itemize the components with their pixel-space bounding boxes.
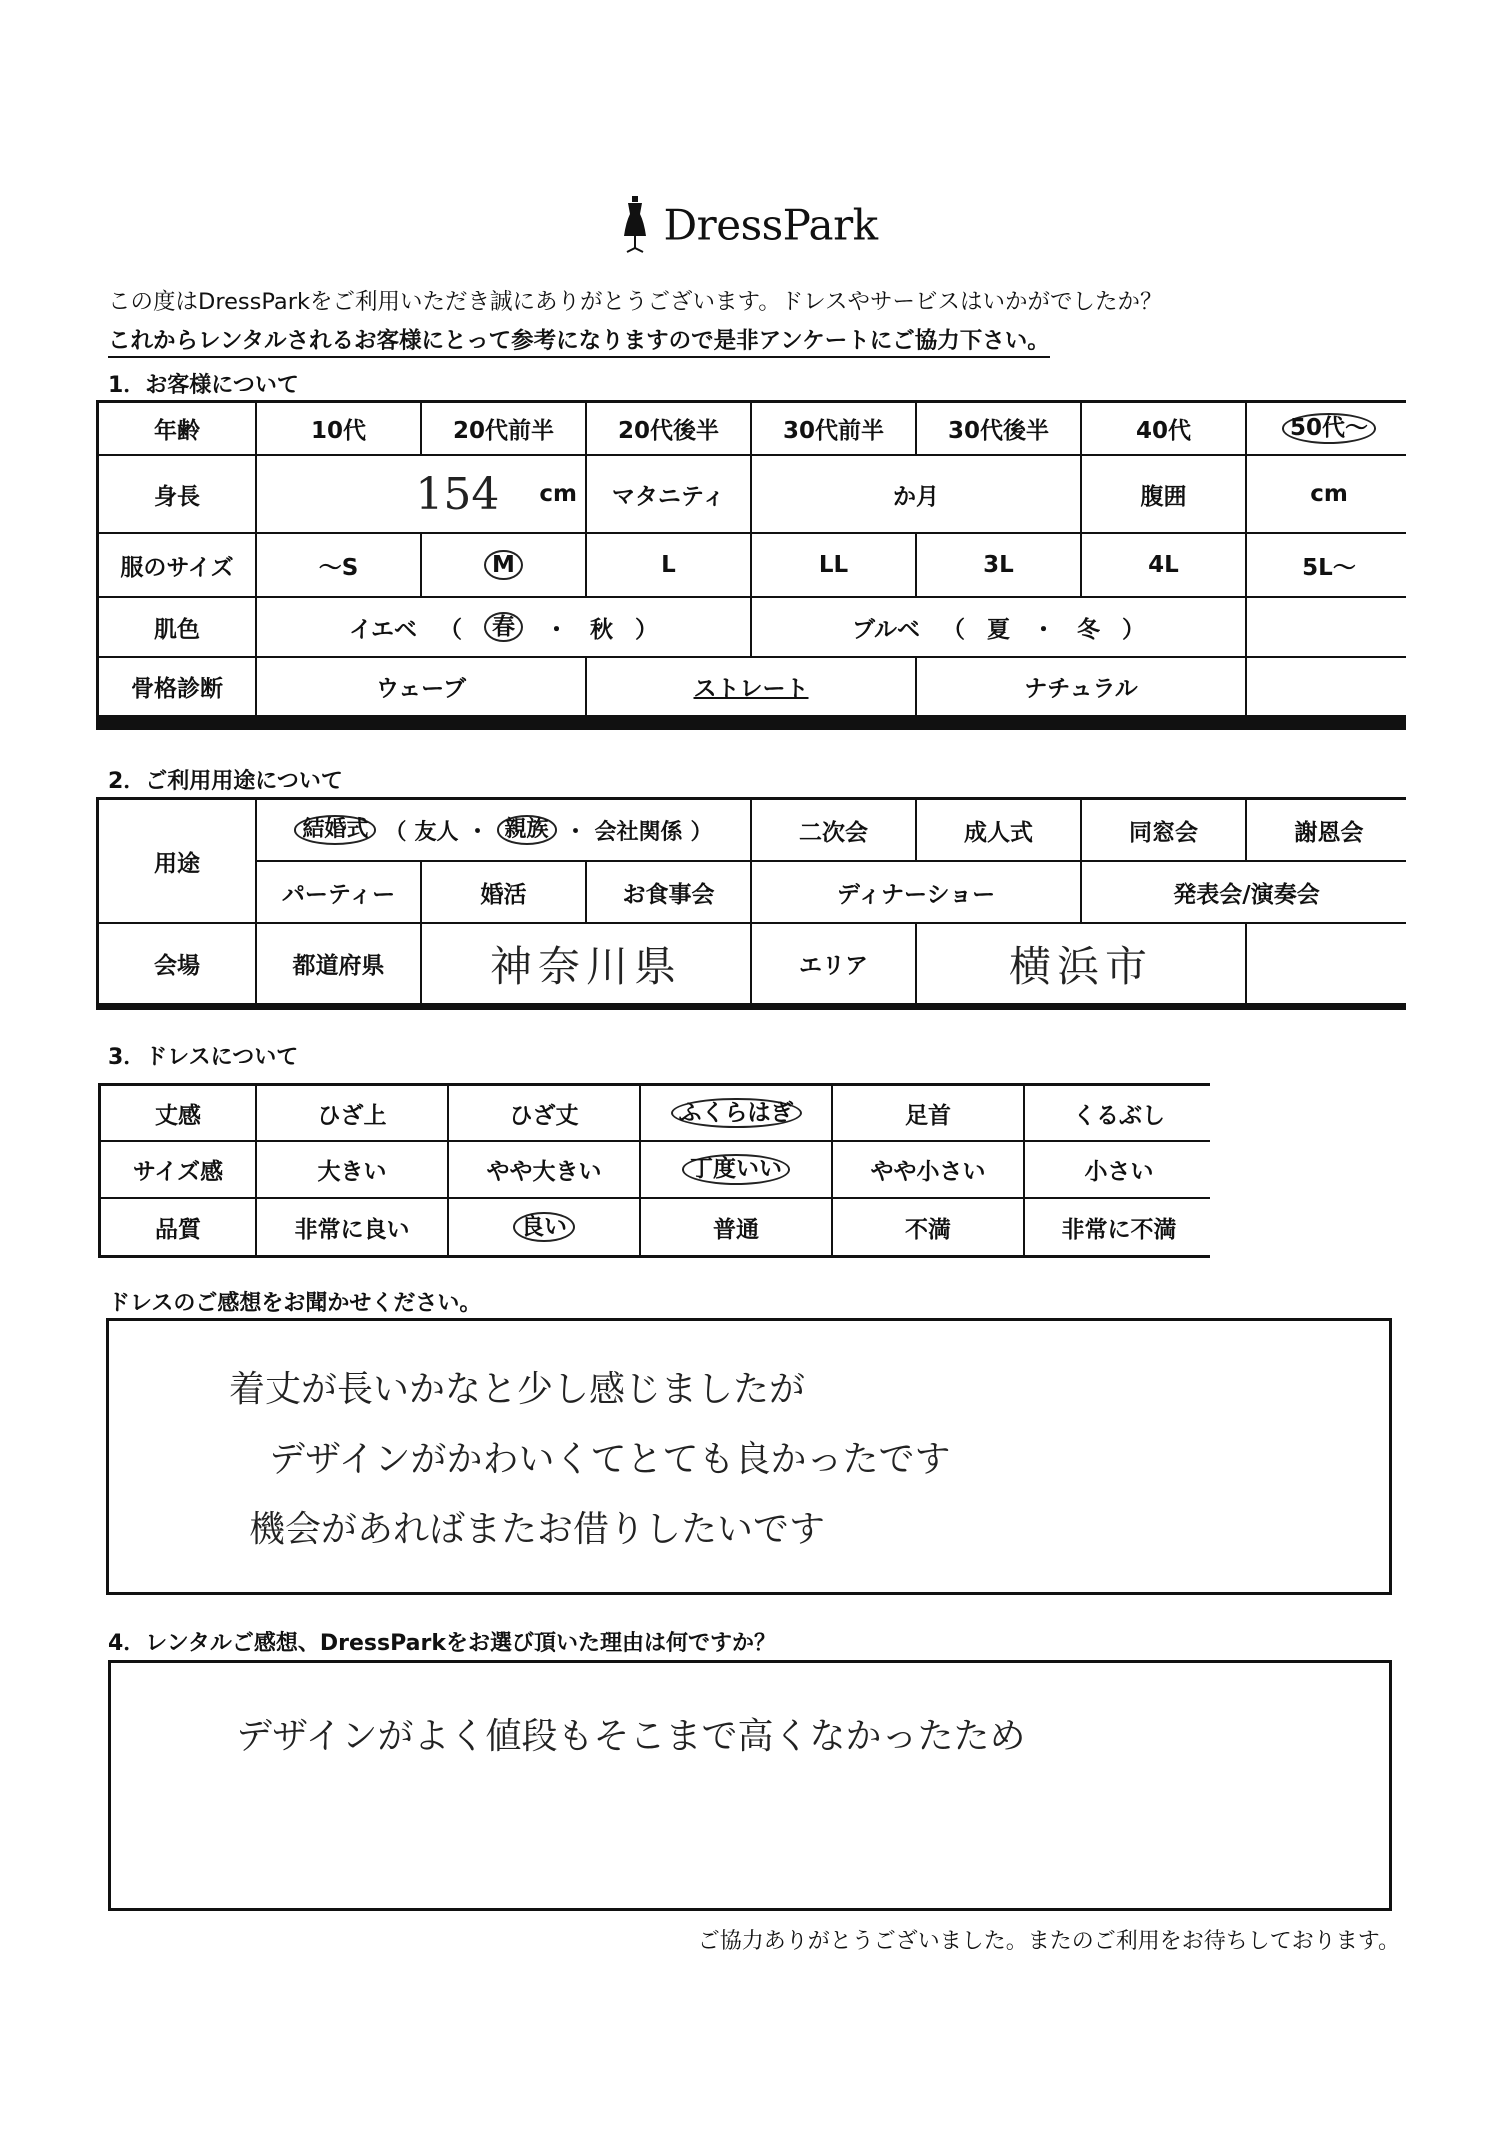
spring-selected-mark: 春 bbox=[484, 612, 523, 642]
thanks-message: ご協力ありがとうございました。またのご利用をお待ちしております。 bbox=[697, 1929, 1400, 1954]
area-value: 横浜市 bbox=[1008, 941, 1153, 991]
frame-label: 骨格診断 bbox=[99, 658, 255, 715]
size-selected-mark: M bbox=[484, 550, 523, 580]
summer-option: 夏 bbox=[987, 616, 1011, 643]
fit-option-selected[interactable] bbox=[641, 1142, 831, 1197]
length-selected-mark: ふくらはぎ bbox=[671, 1098, 802, 1128]
customer-table bbox=[96, 400, 1406, 730]
dot: ・ bbox=[466, 819, 489, 845]
waist-unit: cm bbox=[1310, 481, 1348, 507]
yellow-base-label: イエベ bbox=[348, 616, 418, 643]
prefecture-field[interactable] bbox=[422, 924, 750, 1003]
frame-option[interactable]: ナチュラル bbox=[917, 658, 1245, 715]
fit-option[interactable]: やや大きい bbox=[449, 1142, 639, 1197]
dot: ・ bbox=[545, 616, 569, 643]
age-option[interactable]: 30代前半 bbox=[752, 403, 915, 454]
months-unit: か月 bbox=[893, 483, 939, 510]
skin-label: 肌色 bbox=[99, 598, 255, 656]
wedding-selected-mark: 結婚式 bbox=[294, 815, 376, 844]
quality-selected-mark: 良い bbox=[513, 1212, 575, 1242]
size-label: 服のサイズ bbox=[99, 534, 255, 596]
paren: ） bbox=[1122, 616, 1146, 643]
size-option[interactable]: 5L～ bbox=[1247, 534, 1411, 596]
brand-logo bbox=[0, 196, 1500, 254]
usage-option[interactable]: ディナーショー bbox=[752, 862, 1080, 922]
quality-option[interactable]: 普通 bbox=[641, 1199, 831, 1255]
paren: ） bbox=[635, 616, 659, 643]
age-option[interactable]: 10代 bbox=[257, 403, 420, 454]
blue-base-label: ブルベ bbox=[851, 616, 921, 643]
age-option[interactable]: 20代後半 bbox=[587, 403, 750, 454]
usage-option[interactable]: 謝恩会 bbox=[1247, 800, 1411, 860]
length-option-selected[interactable] bbox=[641, 1086, 831, 1140]
fit-option[interactable]: 大きい bbox=[257, 1142, 447, 1197]
autumn-option: 秋 bbox=[590, 616, 614, 643]
height-label: 身長 bbox=[99, 456, 255, 532]
area-field[interactable] bbox=[917, 924, 1245, 1003]
skin-blue-base[interactable] bbox=[752, 598, 1245, 656]
reason-line: デザインがよく値段もそこまで高くなかったため bbox=[236, 1716, 1026, 1757]
frame-selected-mark: ストレート bbox=[693, 676, 809, 702]
dress-comment-title: ドレスのご感想をお聞かせください。 bbox=[108, 1291, 482, 1316]
usage-option[interactable]: お食事会 bbox=[587, 862, 750, 922]
intro-line-1: この度はDressParkをご利用いただき誠にありがとうございます。ドレスやサービスはいかがでしたか？ bbox=[108, 289, 1163, 315]
comment-line: 着丈が長いかなと少し感じましたが bbox=[229, 1369, 806, 1410]
frame-option[interactable]: ウェーブ bbox=[257, 658, 585, 715]
length-label: 丈感 bbox=[101, 1086, 255, 1140]
height-unit: cm bbox=[539, 481, 577, 507]
quality-option[interactable]: 非常に良い bbox=[257, 1199, 447, 1255]
usage-option[interactable]: 二次会 bbox=[752, 800, 915, 860]
paren: ） bbox=[690, 819, 713, 845]
usage-table bbox=[96, 797, 1406, 1010]
company-option: 会社関係 bbox=[594, 819, 683, 845]
empty-cell bbox=[1247, 658, 1411, 715]
size-option-selected[interactable] bbox=[422, 534, 585, 596]
reason-box[interactable] bbox=[108, 1660, 1392, 1911]
usage-label: 用途 bbox=[99, 800, 255, 922]
dress-comment-box[interactable] bbox=[106, 1318, 1392, 1595]
winter-option: 冬 bbox=[1077, 616, 1101, 643]
usage-option[interactable]: パーティー bbox=[257, 862, 420, 922]
age-option[interactable]: 30代後半 bbox=[917, 403, 1080, 454]
usage-option[interactable]: 発表会/演奏会 bbox=[1082, 862, 1411, 922]
waist-field[interactable] bbox=[1247, 456, 1411, 532]
length-option[interactable]: くるぶし bbox=[1025, 1086, 1213, 1140]
height-value: 154 bbox=[415, 468, 500, 520]
skin-yellow-base[interactable] bbox=[257, 598, 750, 656]
quality-label: 品質 bbox=[101, 1199, 255, 1255]
prefecture-label: 都道府県 bbox=[257, 924, 420, 1003]
friend-option: 友人 bbox=[414, 819, 459, 845]
dress-form-icon bbox=[622, 196, 648, 254]
age-label: 年齢 bbox=[99, 403, 255, 454]
size-option[interactable]: 3L bbox=[917, 534, 1080, 596]
venue-label: 会場 bbox=[99, 924, 255, 1003]
area-label: エリア bbox=[752, 924, 915, 1003]
empty-cell bbox=[1247, 924, 1411, 1003]
usage-wedding[interactable] bbox=[257, 800, 750, 860]
maternity-field[interactable] bbox=[752, 456, 1080, 532]
length-option[interactable]: ひざ丈 bbox=[449, 1086, 639, 1140]
relative-selected-mark: 親族 bbox=[497, 815, 557, 844]
quality-option[interactable]: 非常に不満 bbox=[1025, 1199, 1213, 1255]
length-option[interactable]: ひざ上 bbox=[257, 1086, 447, 1140]
brand-name: DressPark bbox=[663, 200, 878, 250]
age-option[interactable]: 20代前半 bbox=[422, 403, 585, 454]
comment-line: 機会があればまたお借りしたいです bbox=[249, 1509, 826, 1550]
quality-option-selected[interactable] bbox=[449, 1199, 639, 1255]
intro-line-2: これからレンタルされるお客様にとって参考になりますので是非アンケートにご協力下さい。 bbox=[108, 323, 1050, 358]
frame-option-selected[interactable] bbox=[587, 658, 915, 715]
fit-label: サイズ感 bbox=[101, 1142, 255, 1197]
maternity-label: マタニティ bbox=[587, 456, 750, 532]
age-selected-mark: 50代～ bbox=[1282, 413, 1376, 443]
section-3-title: 3．ドレスについて bbox=[108, 1045, 299, 1070]
prefecture-value: 神奈川県 bbox=[489, 941, 682, 991]
length-option[interactable]: 足首 bbox=[833, 1086, 1023, 1140]
section-2-title: 2．ご利用用途について bbox=[108, 769, 343, 794]
paren: （ bbox=[384, 819, 407, 845]
waist-label: 腹囲 bbox=[1082, 456, 1245, 532]
paren: （ bbox=[439, 616, 463, 643]
fit-selected-mark: 丁度いい bbox=[682, 1154, 790, 1184]
size-option[interactable]: LL bbox=[752, 534, 915, 596]
quality-option[interactable]: 不満 bbox=[833, 1199, 1023, 1255]
fit-option[interactable]: やや小さい bbox=[833, 1142, 1023, 1197]
comment-line: デザインがかわいくてとても良かったです bbox=[269, 1439, 951, 1480]
section-4-title: 4．レンタルご感想、DressParkをお選び頂いた理由は何ですか？ bbox=[108, 1631, 776, 1656]
dot: ・ bbox=[1032, 616, 1056, 643]
dot: ・ bbox=[564, 819, 587, 845]
age-option-selected[interactable] bbox=[1247, 403, 1411, 454]
height-field[interactable] bbox=[257, 456, 585, 532]
section-1-title: 1．お客様について bbox=[108, 373, 299, 398]
usage-option[interactable]: 成人式 bbox=[917, 800, 1080, 860]
size-option[interactable]: 4L bbox=[1082, 534, 1245, 596]
paren: （ bbox=[942, 616, 966, 643]
usage-option[interactable]: 婚活 bbox=[422, 862, 585, 922]
dress-table bbox=[98, 1083, 1210, 1258]
fit-option[interactable]: 小さい bbox=[1025, 1142, 1213, 1197]
size-option[interactable]: ～S bbox=[257, 534, 420, 596]
empty-cell bbox=[1247, 598, 1411, 656]
usage-option[interactable]: 同窓会 bbox=[1082, 800, 1245, 860]
size-option[interactable]: L bbox=[587, 534, 750, 596]
age-option[interactable]: 40代 bbox=[1082, 403, 1245, 454]
